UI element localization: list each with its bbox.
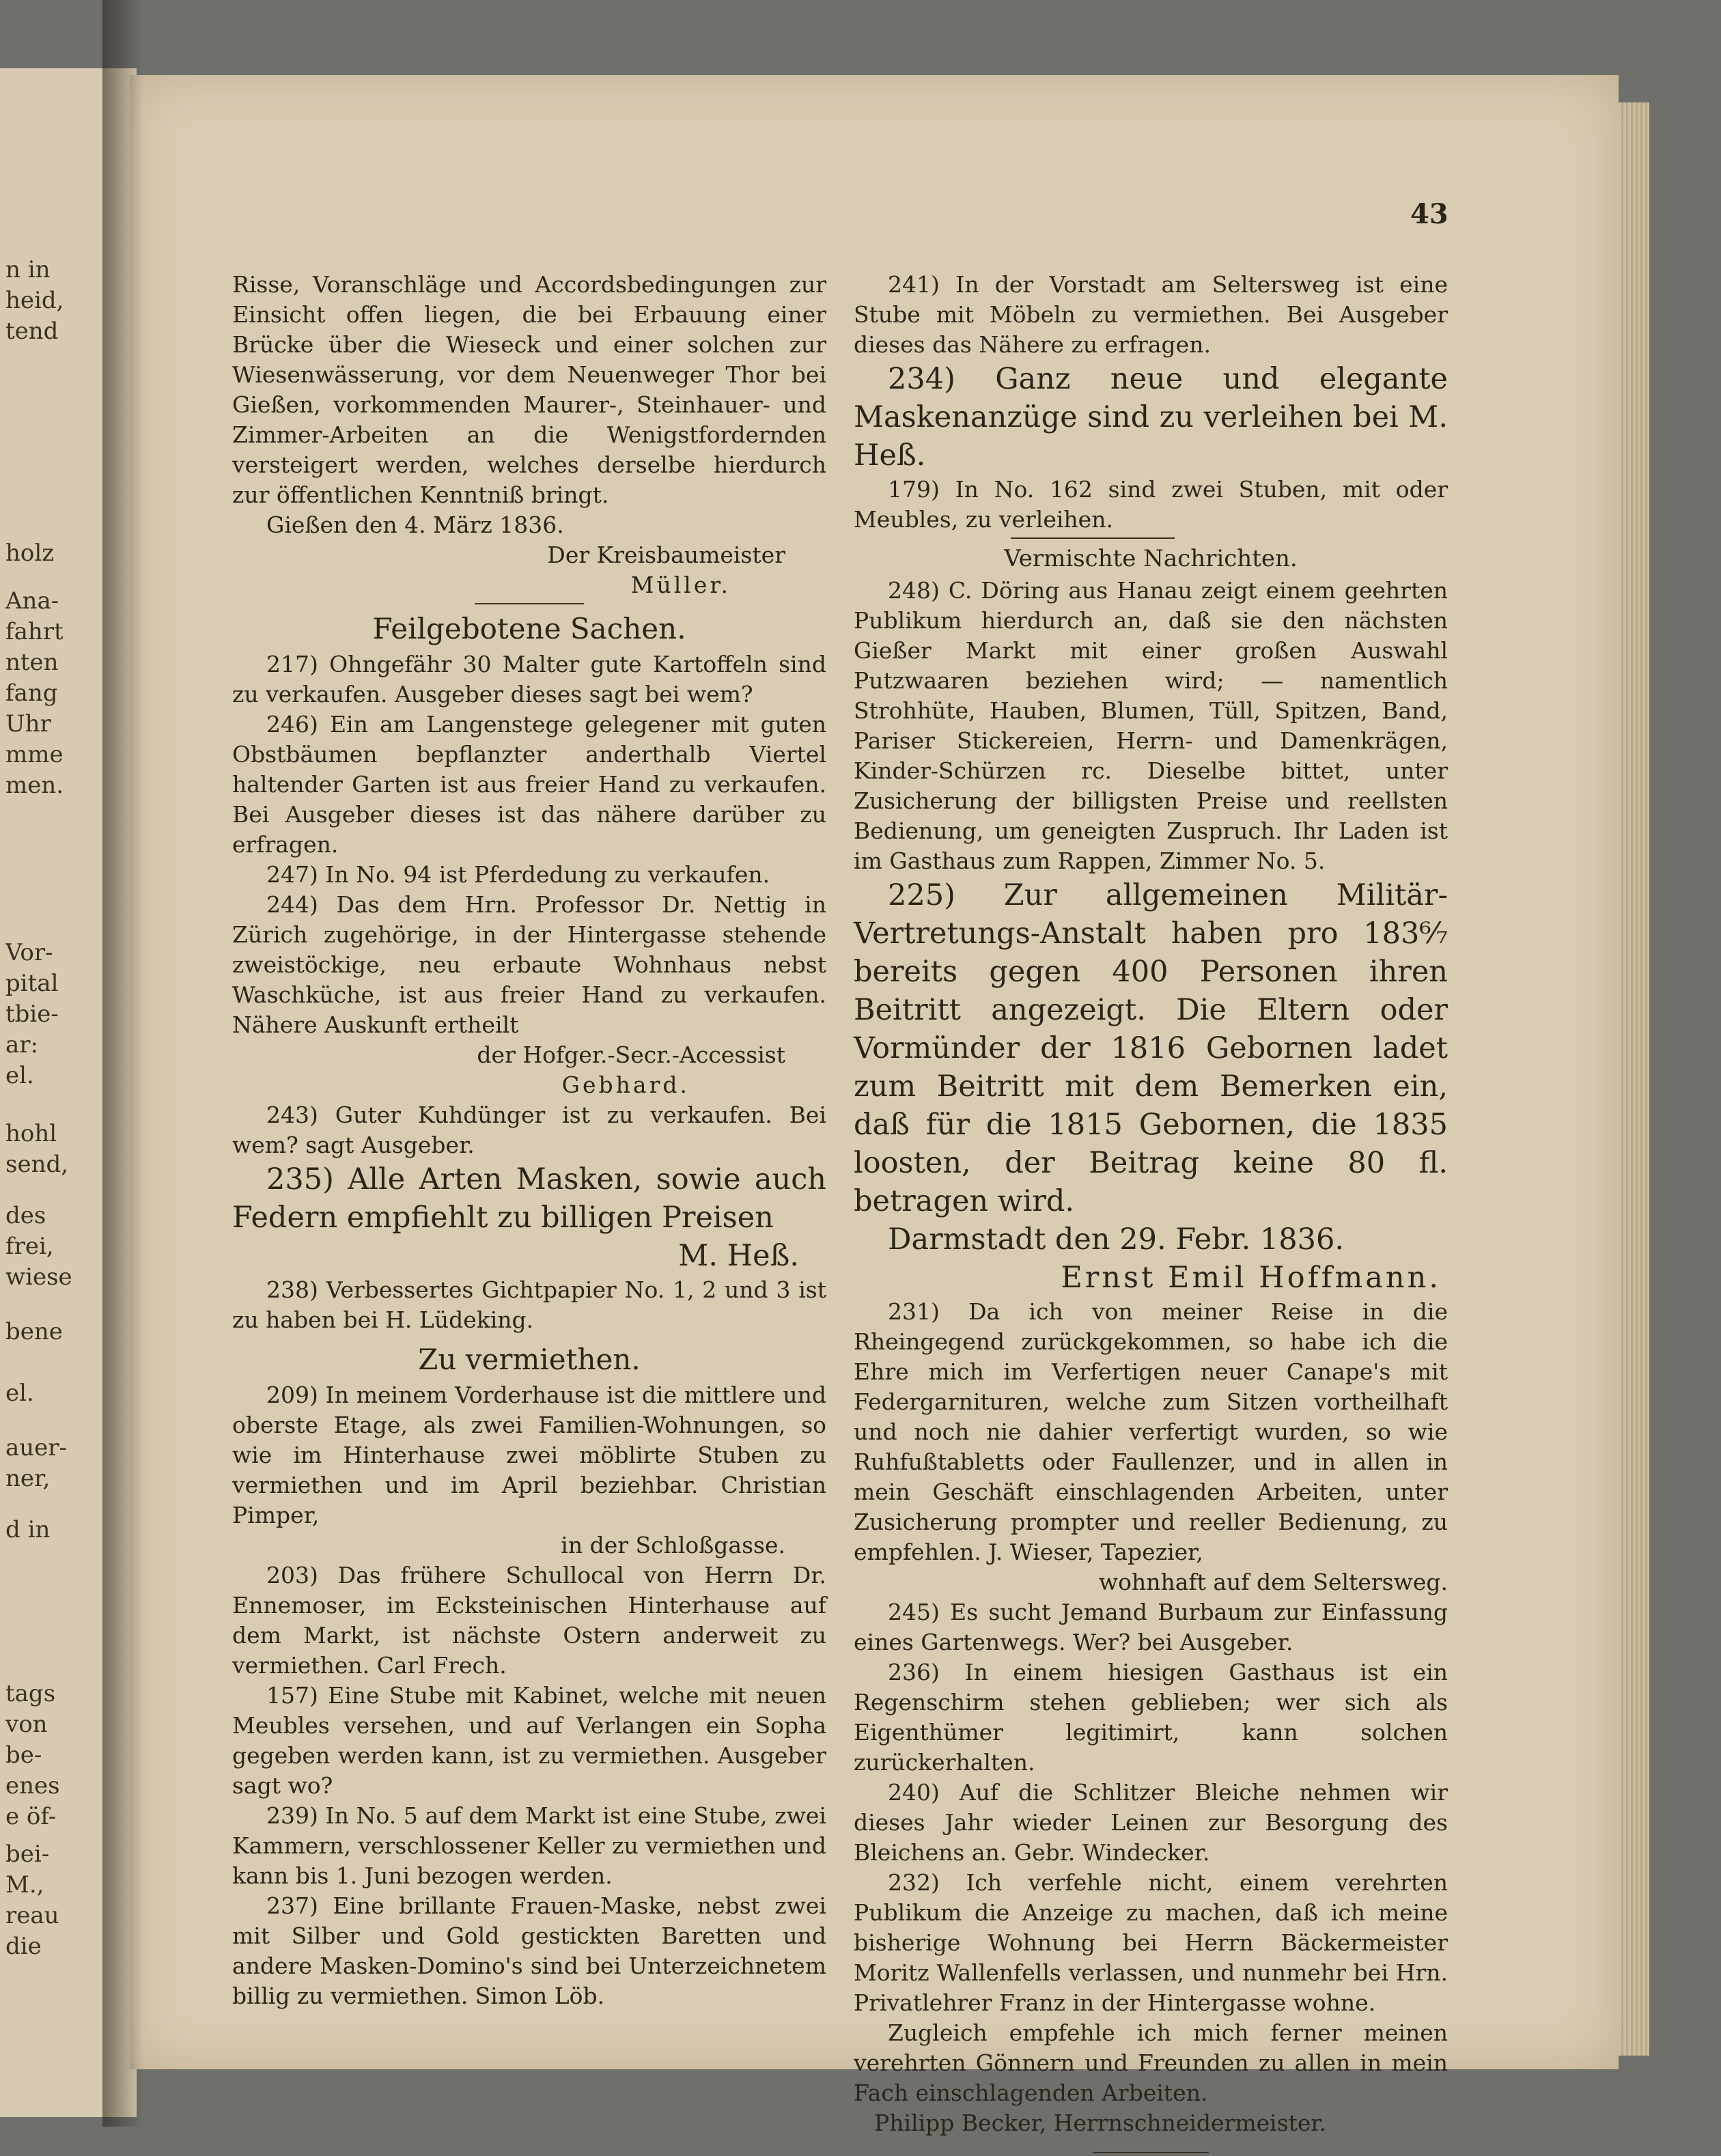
notice-241: 241) In der Vorstadt am Seltersweg ist eine Stube mit Möbeln zu vermiethen. Bei Ausgeber dieses das Nähere zu erfragen. — [854, 271, 1448, 358]
prev-page-fragment: men. — [5, 772, 64, 799]
page-number: 43 — [1410, 198, 1449, 230]
notice-243: 243) Guter Kuhdünger ist zu verkaufen. Bei wem? sagt Ausgeber. — [232, 1102, 826, 1158]
notice-157: 157) Eine Stube mit Kabinet, welche mit neuen Meubles versehen, und auf Verlangen ein Sopha gegeben werden kann, ist zu vermiethen. Ausgeber sagt wo? — [232, 1682, 826, 1799]
notice-239: 239) In No. 5 auf dem Markt ist eine Stube, zwei Kammern, verschlossener Keller zu vermiethen und kann bis 1. Juni bezogen werden. — [232, 1802, 827, 1889]
notice-240: 240) Auf die Schlitzer Bleiche nehmen wir dieses Jahr wieder Leinen zur Besorgung des Bleichens an. Gebr. Windecker. — [854, 1779, 1448, 1866]
prev-page-fragment: be- — [5, 1741, 42, 1769]
prev-page-fragment: ner, — [5, 1465, 51, 1492]
prev-page-fragment: d in — [5, 1516, 51, 1543]
prev-page-fragment: heid, — [5, 287, 64, 314]
notice-244-signature-title: der Hofger.-Secr.-Accessist — [477, 1041, 785, 1068]
notice-232-continuation: Zugleich empfehle ich mich ferner meinen verehrten Gönnern und Freunden zu allen in mein Fach einschlagenden Arbeiten. — [854, 2019, 1448, 2106]
prev-page-fragment: mme — [5, 741, 64, 768]
divider — [1011, 537, 1175, 539]
notice-235-signature: M. Heß. — [678, 1239, 799, 1273]
notice-225-signature: Ernst Emil Hoffmann. — [1061, 1261, 1441, 1295]
prev-page-fragment: des — [5, 1202, 46, 1229]
prev-page-fragment: Ana- — [5, 587, 59, 615]
prev-page-fragment: nten — [5, 649, 59, 676]
prev-page-fragment: reau — [5, 1902, 59, 1929]
prev-page-fragment: n in — [5, 256, 51, 283]
notice-244-signature-name: Gebhard. — [561, 1072, 690, 1098]
notice-236: 236) In einem hiesigen Gasthaus ist ein Regenschirm stehen geblieben; wer sich als Eigenthümer legitimirt, kann solchen zurückerhalten. — [854, 1659, 1448, 1776]
notice-235: 235) Alle Arten Masken, sowie auch Federn empfiehlt zu billigen Preisen — [232, 1162, 826, 1235]
notice-231-signature: wohnhaft auf dem Seltersweg. — [1098, 1569, 1448, 1595]
left-column — [232, 270, 826, 2011]
notice-231: 231) Da ich von meiner Reise in die Rheingegend zurückgekommen, so habe ich die Ehre mich im Verfertigen neuer Canape's mit Federgarnituren, welche zum Sitzen vortheilhaft und noch nie dahier verfertigt wurden, so wie Ruhfußtabletts oder Faullenzer, und in allen in mein Geschäft einschlagenden Arbeiten, unter Zusicherung prompter und reeller Bedienung, zu empfehlen. J. Wieser, Tapezier, — [854, 1298, 1448, 1565]
prev-page-fragment: auer- — [5, 1434, 68, 1461]
notice-246: 246) Ein am Langenstege gelegener mit guten Obstbäumen bepflanzter anderthalb Viertel haltender Garten ist aus freier Hand zu verkaufen. Bei Ausgeber dieses ist das nähere darüber zu erfragen. — [232, 711, 826, 858]
prev-page-fragment: wiese — [5, 1263, 72, 1291]
prev-page-fragment: tbie- — [5, 1000, 59, 1028]
prev-page-fragment: die — [5, 1933, 42, 1960]
notice-179: 179) In No. 162 sind zwei Stuben, mit oder Meubles, zu verleihen. — [854, 476, 1448, 533]
prev-page-fragment: tags — [5, 1680, 56, 1707]
notice-232: 232) Ich verfehle nicht, einem verehrten Publikum die Anzeige zu machen, daß ich meine bisherige Wohnung bei Herrn Bäckermeister Moritz Wallenfells verlassen, und nunmehr bei Hrn. Privatlehrer Franz in der Hintergasse wohne. — [854, 1869, 1448, 2016]
prev-page-fragment: tend — [5, 318, 59, 345]
prev-page-fragment: send, — [5, 1151, 69, 1178]
prev-page-fragment: fang — [5, 680, 58, 707]
intro-date: Gießen den 4. März 1836. — [266, 512, 564, 538]
notice-225: 225) Zur allgemeinen Militär-Vertretungs-Anstalt haben pro 183⁶⁄₇ bereits gegen 400 Personen ihren Beitritt angezeigt. Die Eltern oder Vormünder der 1816 Gebornen ladet zum Beitritt mit dem Bemerken ein, daß für die 1815 Gebornen, die 1835 loosten, der Beitrag keine 80 fl. betragen wird. — [854, 878, 1448, 1218]
prev-page-fragment: holz — [5, 540, 55, 567]
divider — [475, 603, 584, 604]
notice-248: 248) C. Döring aus Hanau zeigt einem geehrten Publikum hierdurch an, daß sie den nächsten Gießer Markt mit einer großen Auswahl Putzwaaren beziehen wird; — namentlich Strohhüte, Hauben, Blumen, Tüll, Spitzen, Band, Pariser Stickereien, Herrn- und Damenkrägen, Kinder-Schürzen rc. Dieselbe bittet, unter Zusicherung der billigsten Preise und reellsten Bedienung, um geneigten Zuspruch. Ihr Laden ist im Gasthaus zum Rappen, Zimmer No. 5. — [854, 577, 1448, 874]
page-stack-edge — [1619, 102, 1649, 2056]
prev-page-fragment: el. — [5, 1380, 34, 1407]
prev-page-fragment: frei, — [5, 1233, 54, 1260]
prev-page-fragment: bene — [5, 1318, 63, 1345]
section-title-for-rent: Zu vermiethen. — [418, 1343, 641, 1376]
prev-page-fragment: von — [5, 1711, 48, 1738]
section-title-miscellaneous: Vermischte Nachrichten. — [1004, 545, 1298, 572]
notice-245: 245) Es sucht Jemand Burbaum zur Einfassung eines Gartenwegs. Wer? bei Ausgeber. — [854, 1599, 1448, 1655]
intro-paragraph: Risse, Voranschläge und Accordsbedingungen zur Einsicht offen liegen, die bei Erbauung einer Brücke über die Wieseck und einer solchen zur Wiesenwässerung, vor dem Neuenweger Thor bei Gießen, vorkommenden Maurer-, Steinhauer- und Zimmer-Arbeiten an die Wenigstfordernden versteigert werden, welches derselbe hierdurch zur öffentlichen Kenntniß bringt. — [232, 271, 826, 508]
prev-page-fragment: Uhr — [5, 710, 51, 738]
prev-page-fragment: fahrt — [5, 618, 64, 645]
prev-page-fragment: e öf- — [5, 1803, 57, 1830]
notice-225-place-date: Darmstadt den 29. Febr. 1836. — [888, 1222, 1345, 1257]
prev-page-fragment: M., — [5, 1871, 44, 1899]
book-spine-shadow — [102, 0, 143, 2127]
notice-209: 209) In meinem Vorderhause ist die mittlere und oberste Etage, als zwei Familien-Wohnungen, so wie im Hinterhause zwei möblirte Stuben zu vermiethen und im April beziehbar. Christian Pimper, — [232, 1382, 826, 1528]
prev-page-fragment: bei- — [5, 1840, 50, 1868]
prev-page-fragment: ar: — [5, 1031, 38, 1059]
notice-244: 244) Das dem Hrn. Professor Dr. Nettig in Zürich zugehörige, in der Hintergasse stehende zweistöckige, neu erbaute Wohnhaus nebst Waschküche, ist aus freier Hand zu verkaufen. Nähere Auskunft ertheilt — [232, 891, 826, 1038]
prev-page-fragment: Vor- — [5, 939, 53, 966]
notice-237: 237) Eine brillante Frauen-Maske, nebst zwei mit Silber und Gold gestickten Baretten und andere Masken-Domino's sind bei Unterzeichnetem billig zu vermiethen. Simon Löb. — [232, 1892, 826, 2009]
notice-238: 238) Verbessertes Gichtpapier No. 1, 2 und 3 ist zu haben bei H. Lüdeking. — [232, 1276, 826, 1333]
notice-234: 234) Ganz neue und elegante Maskenanzüge sind zu verleihen bei M. Heß. — [854, 362, 1448, 473]
prev-page-fragment: enes — [5, 1772, 60, 1800]
notice-209-signature: in der Schloßgasse. — [561, 1532, 785, 1558]
prev-page-fragment: el. — [5, 1062, 34, 1089]
notice-203: 203) Das frühere Schullocal von Herrn Dr. Ennemoser, im Ecksteinischen Hinterhause auf dem Markt, ist nächste Ostern anderweit zu vermiethen. Carl Frech. — [232, 1562, 826, 1679]
end-divider — [1093, 2152, 1209, 2153]
notice-217: 217) Ohngefähr 30 Malter gute Kartoffeln sind zu verkaufen. Ausgeber dieses sagt bei wem? — [232, 651, 826, 708]
intro-signature-name: Müller. — [630, 572, 731, 598]
right-column — [854, 270, 1448, 2156]
prev-page-fragment: pital — [5, 970, 59, 997]
notice-232-signature: Philipp Becker, Herrnschneidermeister. — [874, 2110, 1327, 2136]
intro-signature-title: Der Kreisbaumeister — [547, 542, 785, 568]
prev-page-fragment: hohl — [5, 1120, 57, 1147]
section-title-for-sale: Feilgebotene Sachen. — [372, 612, 686, 645]
notice-247: 247) In No. 94 ist Pferdedung zu verkaufen. — [266, 861, 770, 888]
